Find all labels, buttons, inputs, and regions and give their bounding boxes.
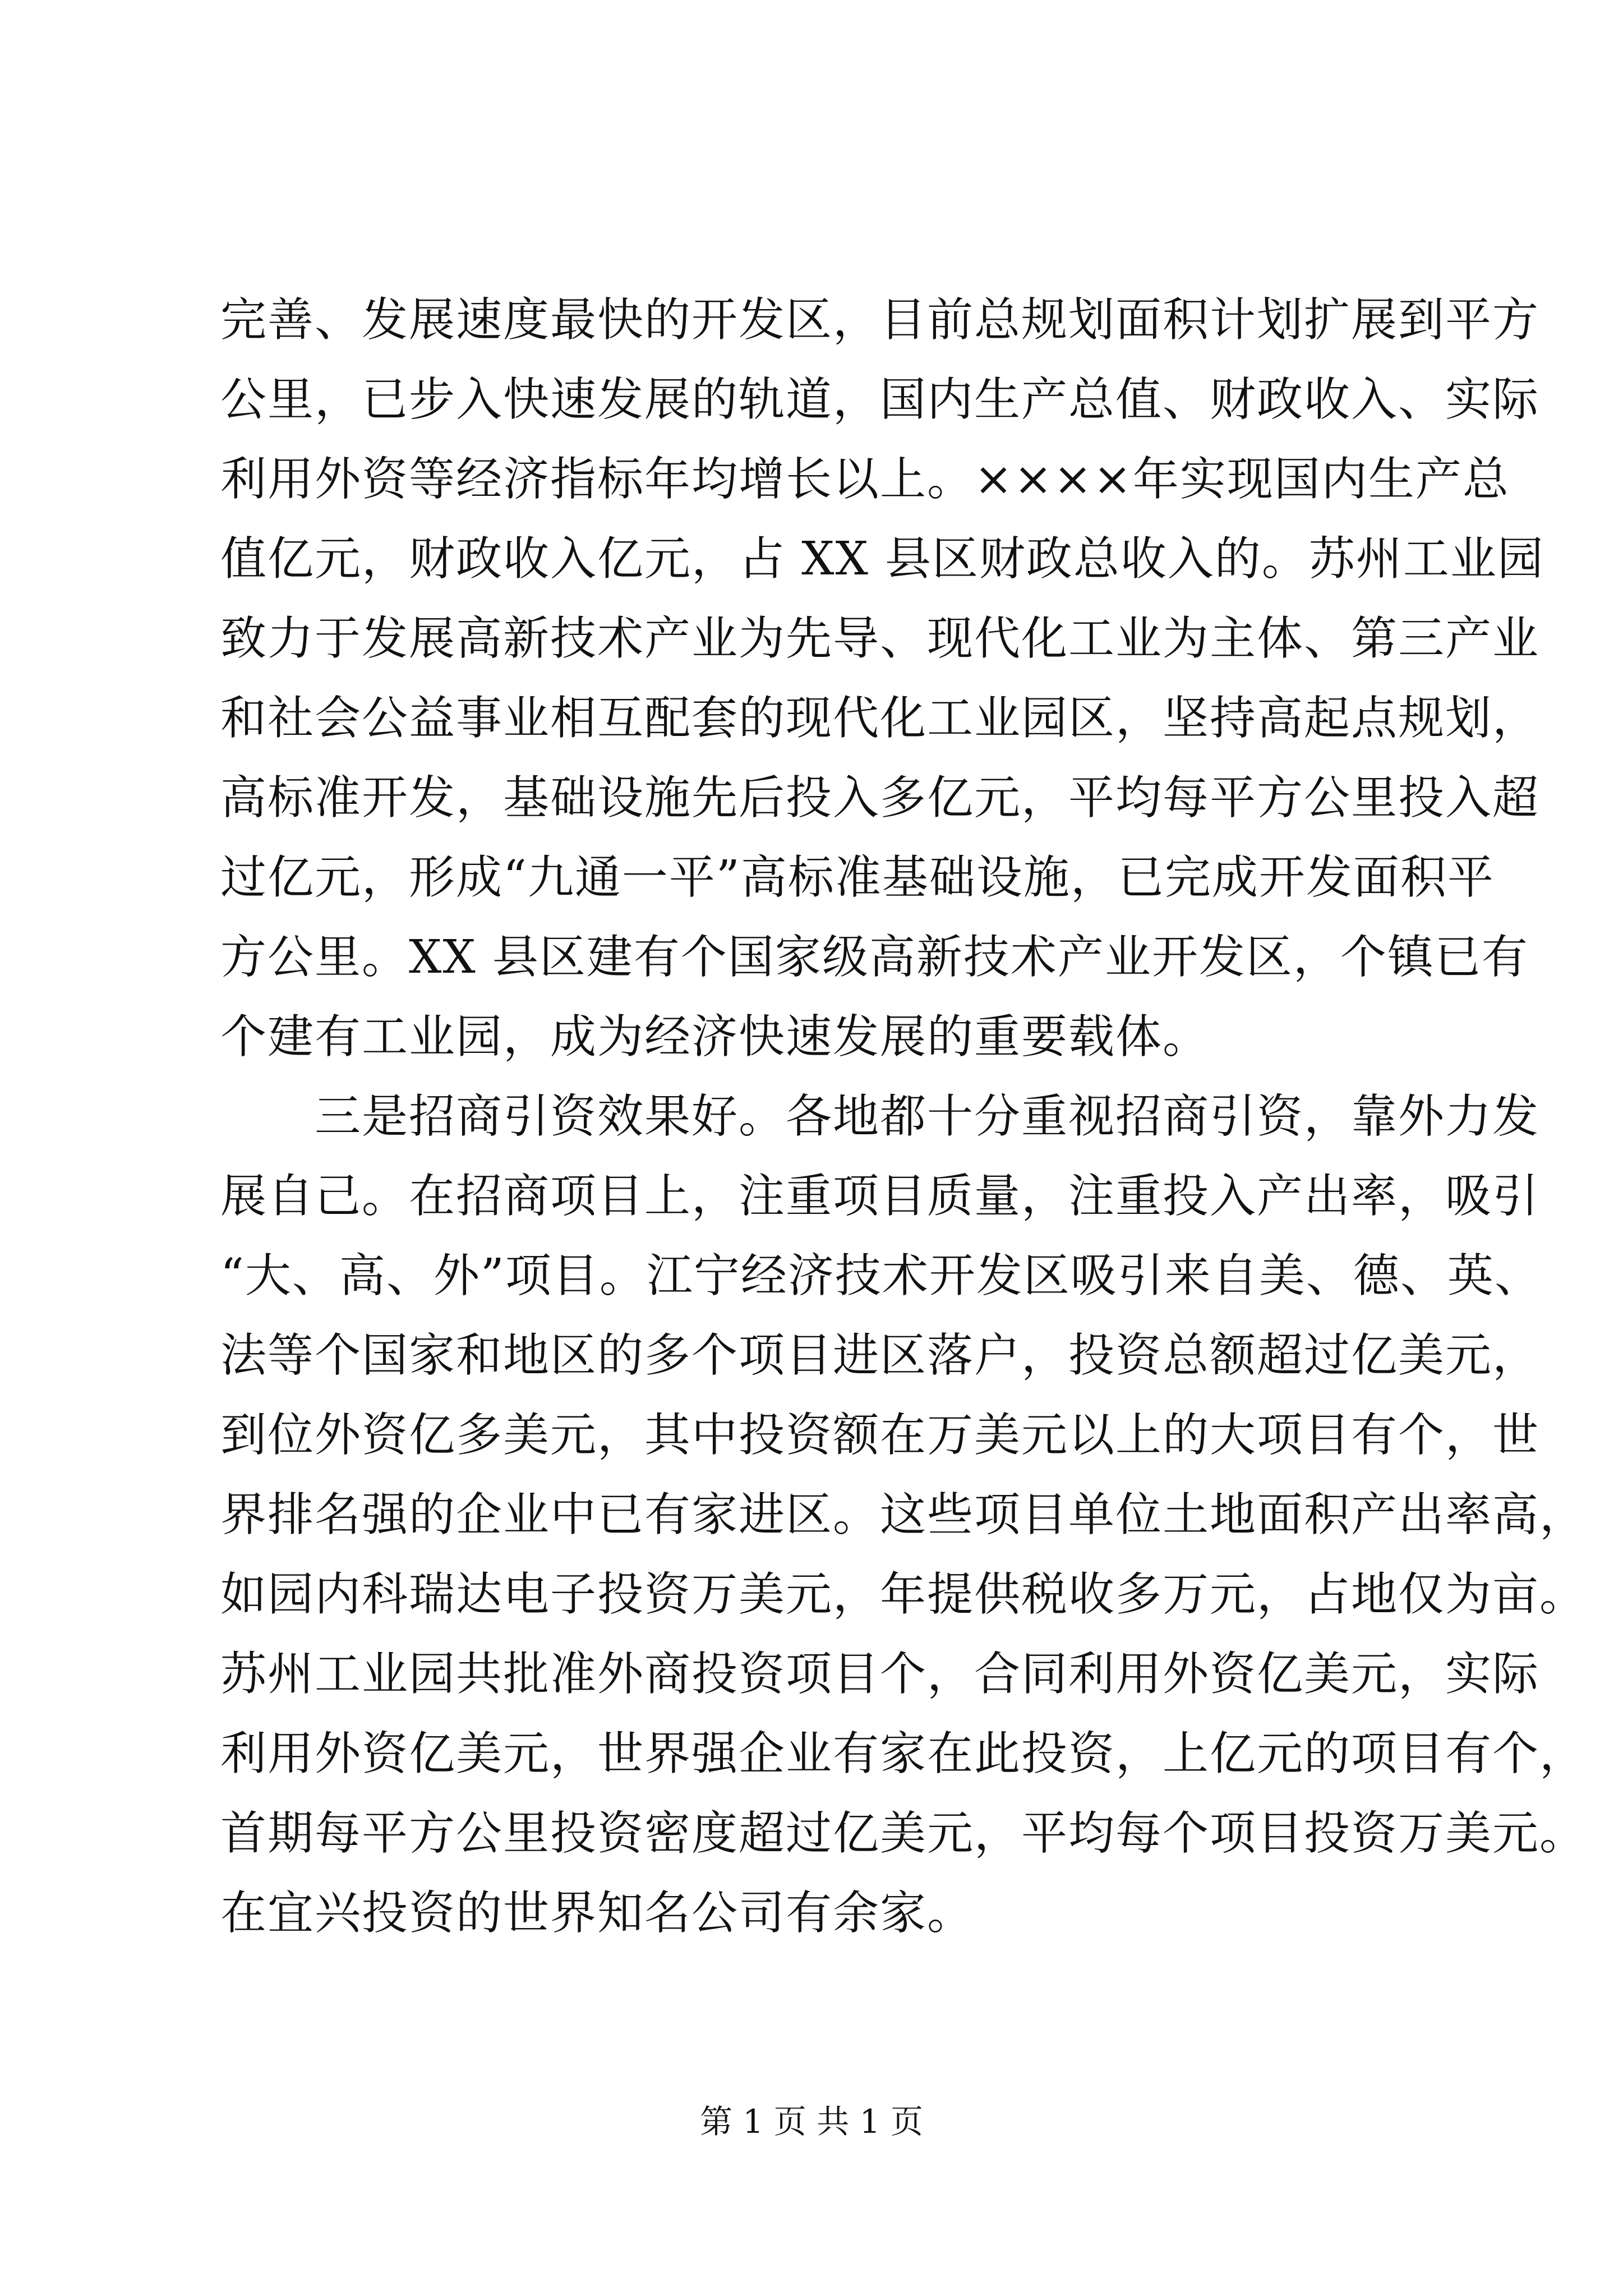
text-line: 如园内科瑞达电子投资万美元，年提供税收多万元，占地仅为亩。 [220,1568,1587,1621]
text-line: 到位外资亿多美元，其中投资额在万美元以上的大项目有个，世 [220,1409,1540,1462]
text-line: 苏州工业园共批准外商投资项目个，合同利用外资亿美元，实际 [220,1648,1540,1701]
text-line: 高标准开发，基础设施先后投入多亿元，平均每平方公里投入超 [220,771,1540,825]
text-line: 方公里。XX 县区建有个国家级高新技术产业开发区，个镇已有 [220,931,1529,984]
text-line: 过亿元，形成“九通一平”高标准基础设施，已完成开发面积平 [220,851,1495,904]
text-line: 界排名强的企业中已有家进区。这些项目单位土地面积产出率高， [220,1488,1587,1542]
text-line: 和社会公益事业相互配套的现代化工业园区，坚持高起点规划， [220,692,1540,745]
text-line: 首期每平方公里投资密度超过亿美元，平均每个项目投资万美元。 [220,1807,1587,1860]
text-line: 公里，已步入快速发展的轨道，国内生产总值、财政收入、实际 [220,373,1540,426]
text-line: 在宜兴投资的世界知名公司有余家。 [220,1887,975,1940]
text-line: “大、高、外”项目。江宁经济技术开发区吸引来自美、德、英、 [220,1249,1542,1303]
text-line: 个建有工业园，成为经济快速发展的重要载体。 [220,1010,1210,1064]
text-line: 利用外资亿美元，世界强企业有家在此投资，上亿元的项目有个， [220,1727,1587,1780]
page-footer [0,2099,1623,2144]
text-line: 值亿元，财政收入亿元，占 XX 县区财政总收入的。苏州工业园 [220,532,1544,586]
document-body [220,280,1587,1953]
text-line: 致力于发展高新技术产业为先导、现代化工业为主体、第三产业 [220,612,1540,665]
text-line: 法等个国家和地区的多个项目进区落户，投资总额超过亿美元， [220,1329,1540,1382]
paragraph-first-line: 三是招商引资效果好。各地都十分重视招商引资，靠外力发 [315,1090,1540,1143]
page-number: 第 1 页 共 1 页 [700,2102,923,2141]
text-line: 展自己。在招商项目上，注重项目质量，注重投入产出率，吸引 [220,1170,1540,1223]
text-line: 完善、发展速度最快的开发区，目前总规划面积计划扩展到平方 [220,293,1540,347]
text-line: 利用外资等经济指标年均增长以上。××××年实现国内生产总 [220,453,1510,506]
